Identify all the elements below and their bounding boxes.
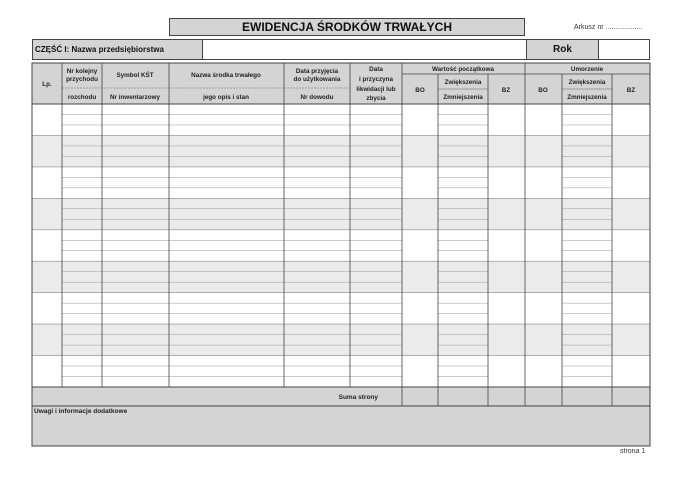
header-przychodu: przychodu <box>66 76 98 83</box>
header-bz-wartosc: BZ <box>501 87 511 94</box>
table-row-band <box>32 261 650 292</box>
header-wartosc-poczatkowa: Wartość początkowa <box>431 66 495 73</box>
year-label: Rok <box>526 40 599 59</box>
header-nazwa: Nazwa środka trwałego <box>191 72 261 79</box>
header-bo-umorzenie: BO <box>538 87 548 94</box>
header-zmniejszenia-umorzenie: Zmniejszenia <box>567 94 607 101</box>
table-row-band <box>32 324 650 355</box>
table-body <box>32 114 650 376</box>
header-umorzenie: Umorzenie <box>570 66 604 73</box>
table-row-band <box>32 198 650 229</box>
header-lp: Lp. <box>42 81 52 88</box>
form-title: EWIDENCJA ŚRODKÓW TRWAŁYCH <box>169 18 525 36</box>
sheet-number-label: Arkusz nr ................... <box>574 24 643 31</box>
header-rozchodu: rozchodu <box>67 94 97 101</box>
table-row-band <box>32 135 650 166</box>
header-zwiekszenia-umorzenie: Zwiększenia <box>568 79 606 86</box>
header-symbol-kst: Symbol KŚT <box>116 72 154 79</box>
header-i-przyczyna: i przyczyna <box>359 76 393 83</box>
notes-label: Uwagi i informacje dodatkowe <box>34 408 128 415</box>
header-opis: jego opis i stan <box>203 94 249 101</box>
header-bz-umorzenie: BZ <box>626 87 636 94</box>
header-data: Data <box>369 66 383 73</box>
header-zbycia: zbycia <box>366 95 386 102</box>
company-name-label: CZĘŚĆ I: Nazwa przedsiębiorstwa <box>33 40 203 59</box>
header-do-uzytkowania: do użytkowania <box>293 76 341 83</box>
sum-of-page-label: Suma strony <box>338 394 378 401</box>
header-nr-kolejny: Nr kolejny <box>66 68 98 75</box>
header-zwiekszenia-wartosc: Zwiększenia <box>444 79 482 86</box>
header-nr-dowodu: Nr dowodu <box>300 94 334 101</box>
page-number: strona 1 <box>620 448 646 455</box>
header-data-przyjecia: Data przyjęcia <box>295 68 339 75</box>
header-nr-inwentarzowy: Nr inwentarzowy <box>109 94 161 101</box>
header-likwidacji: likwidacji lub <box>356 86 396 93</box>
header-zmniejszenia-wartosc: Zmniejszenia <box>443 94 483 101</box>
header-bo-wartosc: BO <box>415 87 425 94</box>
